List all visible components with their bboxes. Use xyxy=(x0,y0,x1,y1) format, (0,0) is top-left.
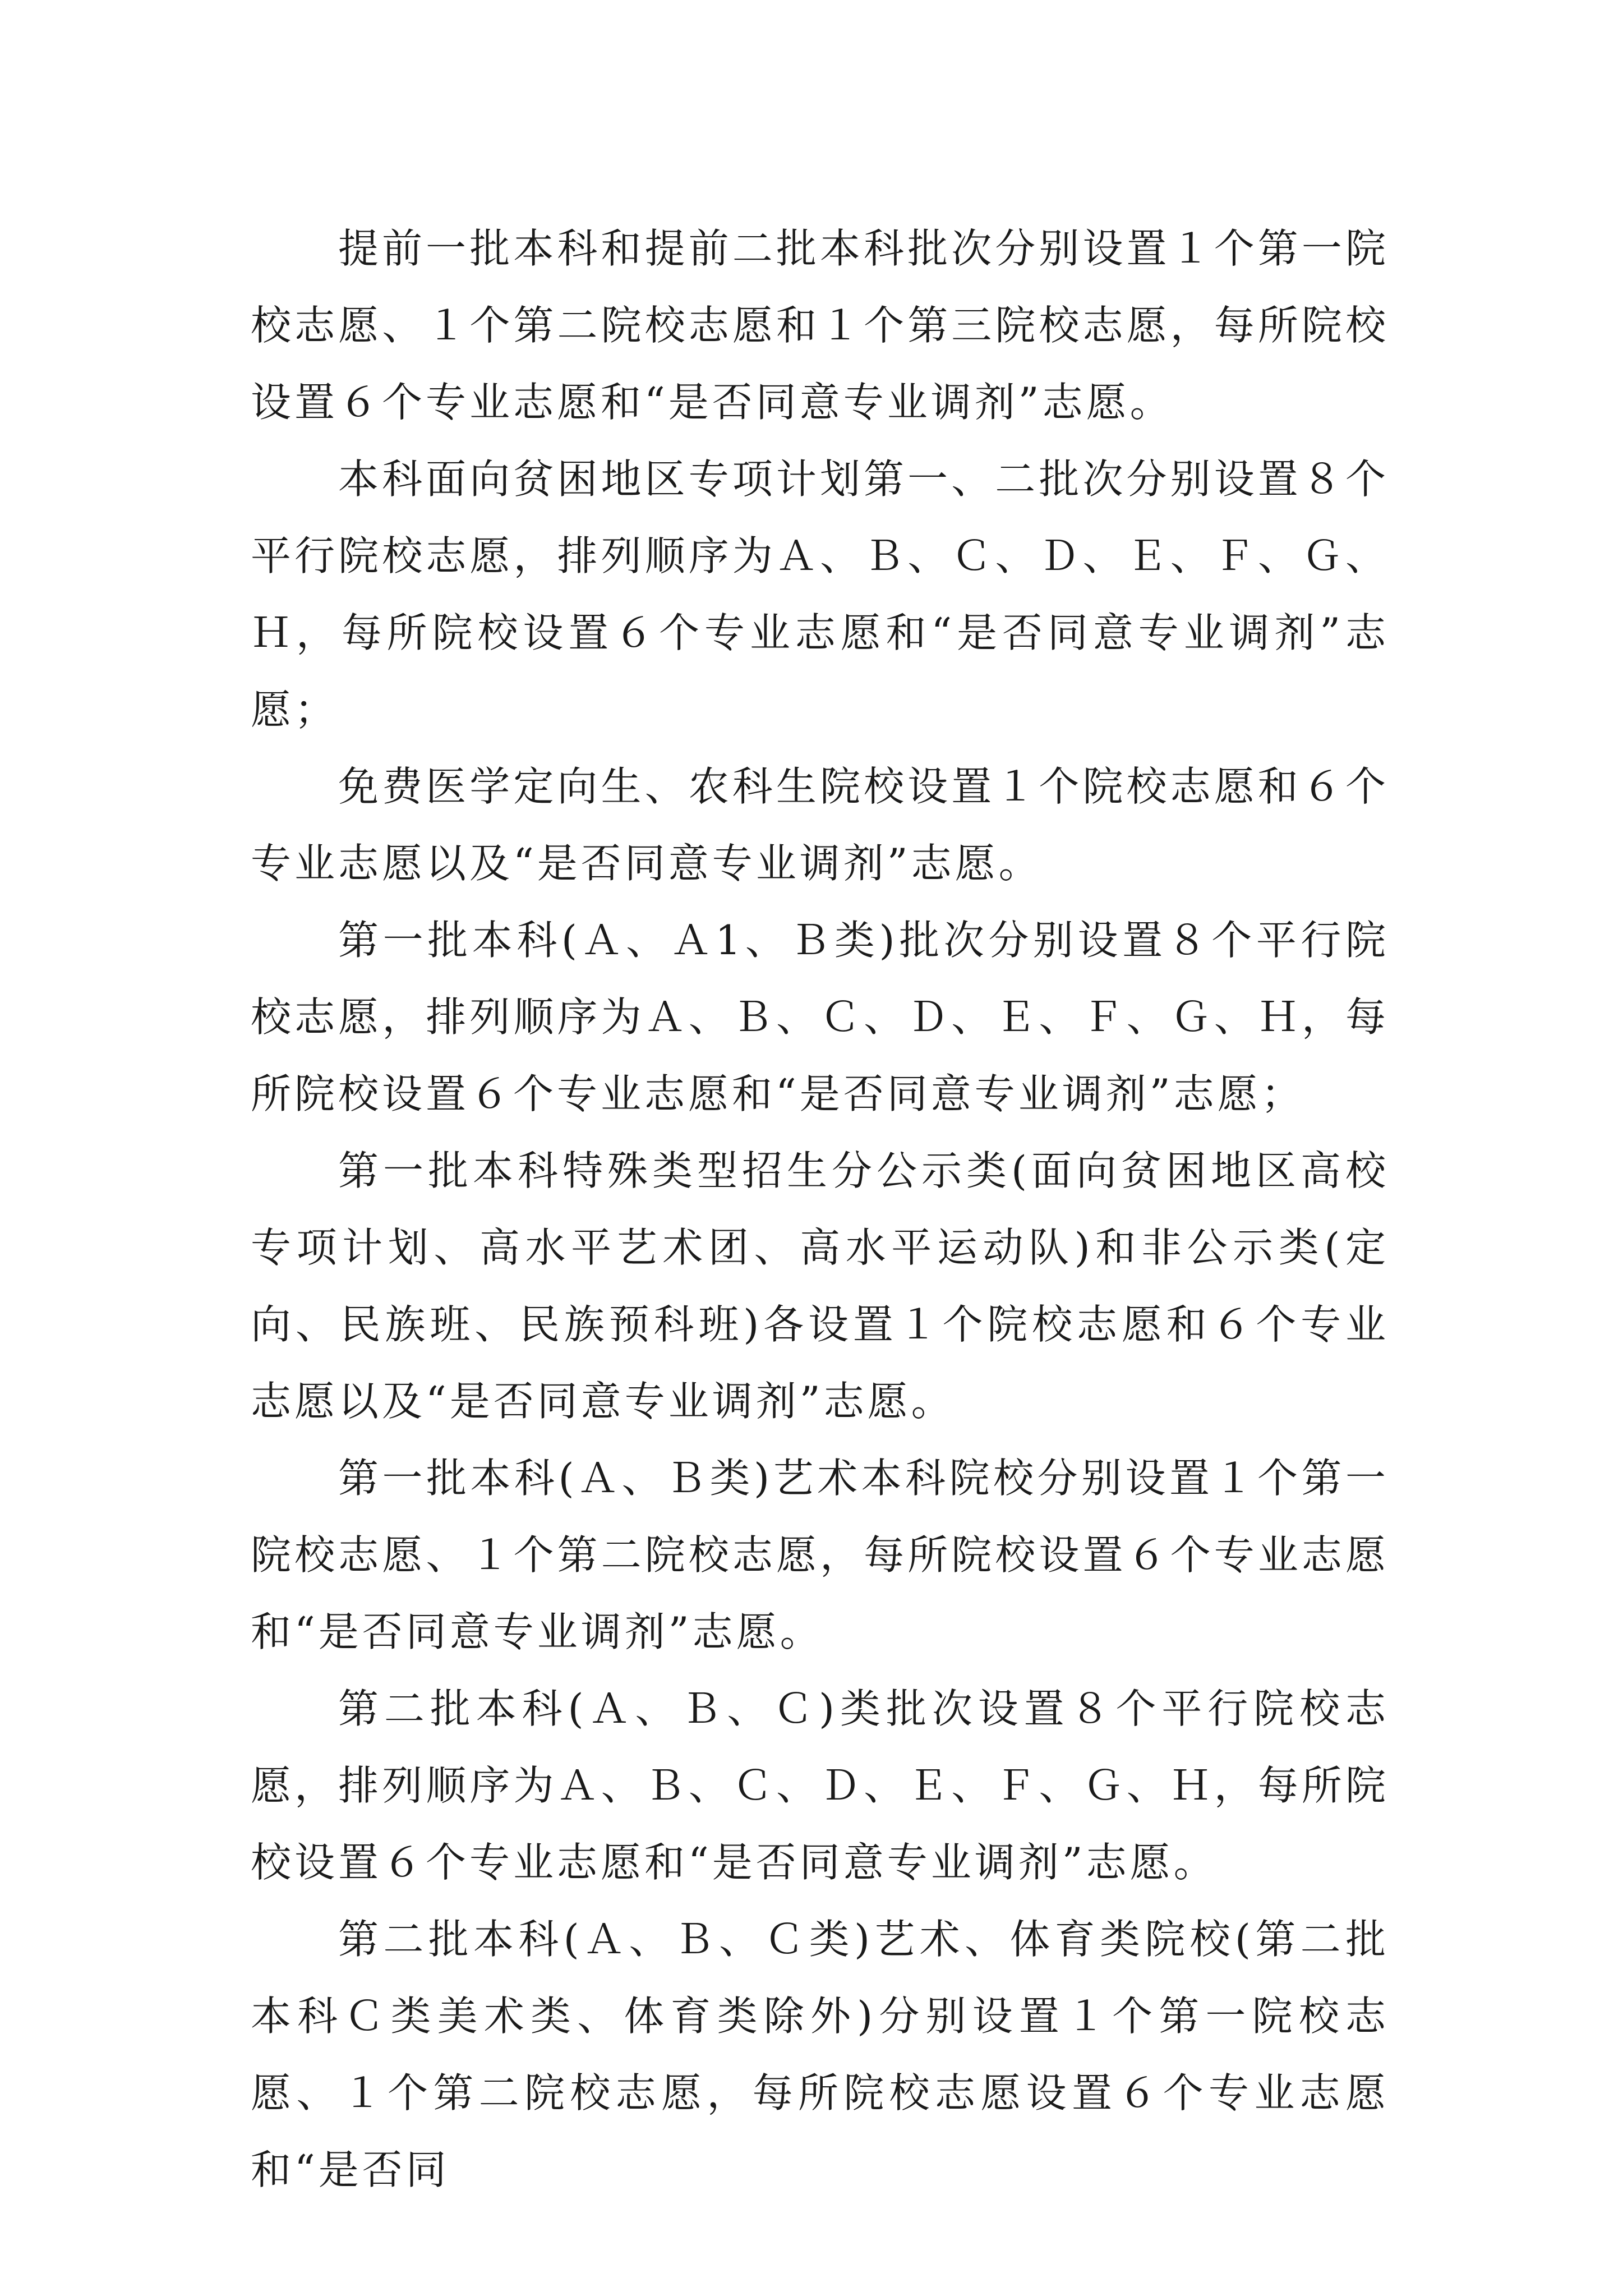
paragraph-poverty-special-plan: 本科面向贫困地区专项计划第一、二批次分别设置８个平行院校志愿，排列顺序为Ａ、Ｂ、Ｃ、Ｄ、Ｅ、Ｆ、Ｇ、Ｈ，每所院校设置６个专业志愿和“是否同意专业调剂”志愿； xyxy=(251,455,1389,733)
paragraph-first-batch-special: 第一批本科特殊类型招生分公示类(面向贫困地区高校专项计划、高水平艺术团、高水平运动队)和非公示类(定向、民族班、民族预科班)各设置１个院校志愿和６个专业志愿以及“是否同意专业调剂”志愿。 xyxy=(251,1147,1389,1425)
paragraph-second-batch-art-sports: 第二批本科(Ａ、Ｂ、Ｃ类)艺术、体育类院校(第二批本科Ｃ类美术类、体育类除外)分别设置１个第一院校志愿、１个第二院校志愿，每所院校志愿设置６个专业志愿和“是否同 xyxy=(251,1916,1389,2193)
paragraph-first-batch: 第一批本科(Ａ、Ａ1、Ｂ类)批次分别设置８个平行院校志愿，排列顺序为Ａ、Ｂ、Ｃ、Ｄ、Ｅ、Ｆ、Ｇ、Ｈ，每所院校设置６个专业志愿和“是否同意专业调剂”志愿； xyxy=(251,917,1389,1117)
paragraph-early-batch: 提前一批本科和提前二批本科批次分别设置１个第一院校志愿、１个第二院校志愿和１个第三院校志愿，每所院校设置６个专业志愿和“是否同意专业调剂”志愿。 xyxy=(251,225,1389,426)
paragraph-first-batch-art: 第一批本科(Ａ、Ｂ类)艺术本科院校分别设置１个第一院校志愿、１个第二院校志愿，每所院校设置６个专业志愿和“是否同意专业调剂”志愿。 xyxy=(251,1455,1389,1655)
paragraph-second-batch: 第二批本科(Ａ、Ｂ、Ｃ)类批次设置８个平行院校志愿，排列顺序为Ａ、Ｂ、Ｃ、Ｄ、Ｅ、Ｆ、Ｇ、Ｈ，每所院校设置６个专业志愿和“是否同意专业调剂”志愿。 xyxy=(251,1685,1389,1886)
document-body xyxy=(251,210,1389,2208)
paragraph-free-medical-agri: 免费医学定向生、农科生院校设置１个院校志愿和６个专业志愿以及“是否同意专业调剂”志愿。 xyxy=(251,763,1389,887)
